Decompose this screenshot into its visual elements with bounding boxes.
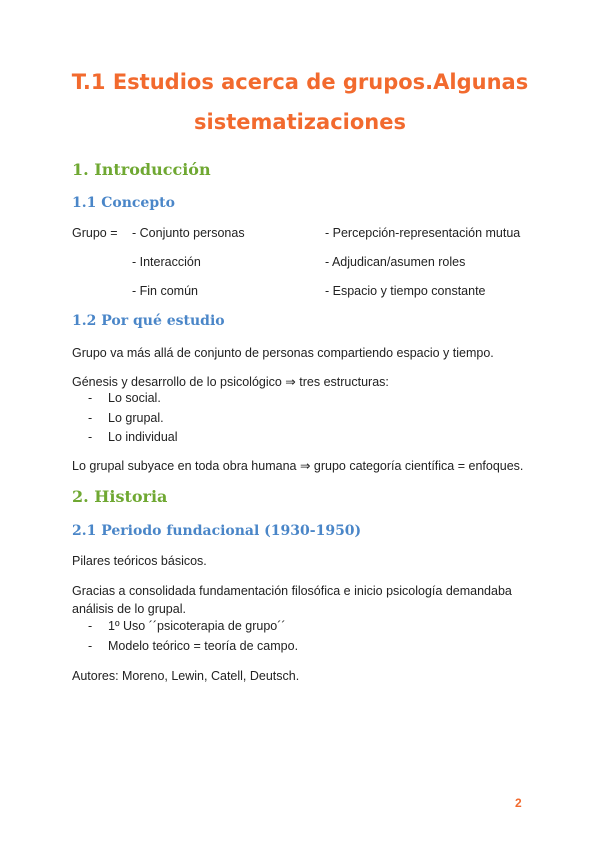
section-1-2-heading: 1.2 Por qué estudio (72, 313, 225, 329)
list-item (88, 617, 298, 637)
section-1-heading: 1. Introducción (72, 160, 211, 179)
dash-marker: - (88, 410, 93, 425)
paragraph: Génesis y desarrollo de lo psicológico ⇒ tres estructuras: (72, 375, 389, 389)
section-1-1-heading: 1.1 Concepto (72, 195, 175, 211)
document-title-line-1: T.1 Estudios acerca de grupos.Algunas (71, 70, 529, 94)
concept-item: - Percepción-representación mutua (325, 226, 521, 240)
section-2-heading: 2. Historia (72, 487, 168, 506)
list-item-text: Lo social. (108, 391, 161, 405)
concept-item: - Conjunto personas (132, 226, 245, 240)
list-item-text: Lo grupal. (108, 410, 164, 425)
list-item-text: Modelo teórico = teoría de campo. (108, 638, 299, 653)
paragraph: Grupo va más allá de conjunto de personas compartiendo espacio y tiempo. (72, 346, 494, 360)
page-number: 2 (515, 796, 522, 810)
paragraph-line: análisis de lo grupal. (72, 602, 186, 616)
concept-item: - Fin común (132, 284, 198, 298)
concept-item: - Adjudican/asumen roles (325, 255, 466, 269)
paragraph-line: Gracias a consolidada fundamentación filosófica e inicio psicología demandaba (72, 584, 512, 598)
list-item-text: 1º Uso ´´psicoterapia de grupo´´ (108, 619, 286, 633)
group-label: Grupo = (72, 226, 118, 240)
concept-item: - Interacción (132, 255, 201, 269)
section-2-1-heading: 2.1 Periodo fundacional (1930-1950) (72, 523, 362, 539)
list-item (88, 389, 178, 409)
dash-marker: - (88, 638, 93, 653)
dash-marker: - (88, 430, 93, 444)
bullet-list (88, 617, 298, 656)
list-item (88, 637, 298, 657)
list-item (88, 409, 178, 429)
paragraph: Lo grupal subyace en toda obra humana ⇒ grupo categoría científica = enfoques. (72, 459, 524, 473)
concept-item: - Espacio y tiempo constante (325, 284, 486, 298)
dash-marker: - (88, 619, 93, 633)
paragraph: Autores: Moreno, Lewin, Catell, Deutsch. (72, 669, 300, 683)
dash-marker: - (88, 391, 93, 405)
paragraph: Pilares teóricos básicos. (72, 554, 207, 568)
document-title-line-2: sistematizaciones (194, 110, 406, 134)
list-item (88, 428, 178, 448)
list-item-text: Lo individual (108, 430, 178, 444)
bullet-list (88, 389, 178, 448)
